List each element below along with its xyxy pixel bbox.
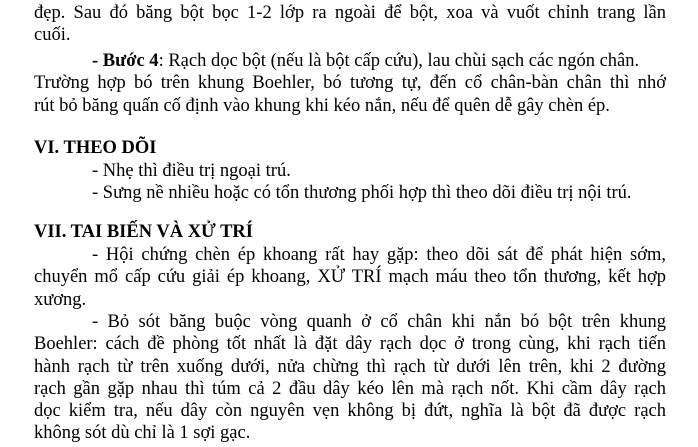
paragraph-line: Trường hợp bó trên khung Boehler, bó tương tự, đến cổ chân-bàn chân thì nhớ <box>34 73 666 93</box>
paragraph-line: dọc kiểm tra, nếu dây còn nguyên vẹn không bị đứt, nghĩa là bột đã được rạch <box>34 401 666 421</box>
paragraph-line: - Hội chứng chèn ép khoang rất hay gặp: theo dõi sát để phát hiện sớm, <box>92 245 666 265</box>
paragraph-line: - Bỏ sót băng buộc vòng quanh ở cổ chân khi nắn bó bột trên khung <box>92 312 666 332</box>
list-item: - Nhẹ thì điều trị ngoại trú. <box>92 161 291 181</box>
paragraph-line: rút bỏ băng quấn cố định vào khung khi kéo nắn, nếu để quên dễ gây chèn ép. <box>34 96 610 116</box>
paragraph-line: chuyển mổ cấp cứu giải ép khoang, XỬ TRÍ mạch máu theo tổn thương, kết hợp <box>34 267 666 287</box>
paragraph-line: không sót dù chỉ là 1 sợi gạc. <box>34 423 251 443</box>
section-heading: VI. THEO DÕI <box>34 138 157 158</box>
paragraph-line: hành rạch từ trên xuống dưới, nửa chừng thì rạch từ dưới lên trên, khi 2 đường <box>34 357 666 377</box>
step-text: Rạch dọc bột (nếu là bột cấp cứu), lau chùi sạch các ngón chân. <box>168 51 640 71</box>
paragraph-line: Boehler: cách đề phòng tốt nhất là đặt dây rạch dọc ở trong cùng, khi rạch tiến <box>34 334 666 354</box>
paragraph-line: cuối. <box>34 25 71 45</box>
paragraph-line: xương. <box>34 290 87 310</box>
section-heading: VII. TAI BIẾN VÀ XỬ TRÍ <box>34 222 253 242</box>
step-label: - Bước 4 <box>92 51 159 71</box>
step-4-line: - Bước 4: Rạch dọc bột (nếu là bột cấp cứu), lau chùi sạch các ngón chân. <box>92 51 640 71</box>
list-item: - Sưng nề nhiều hoặc có tổn thương phối hợp thì theo dõi điều trị nội trú. <box>92 183 632 203</box>
paragraph-line: đẹp. Sau đó băng bột bọc 1-2 lớp ra ngoài để bột, xoa và vuốt chỉnh trang lần <box>34 3 666 23</box>
paragraph-line: rạch gần gặp nhau thì túm cả 2 đầu dây kéo lên mà rạch nốt. Khi cầm dây rạch <box>34 379 666 399</box>
